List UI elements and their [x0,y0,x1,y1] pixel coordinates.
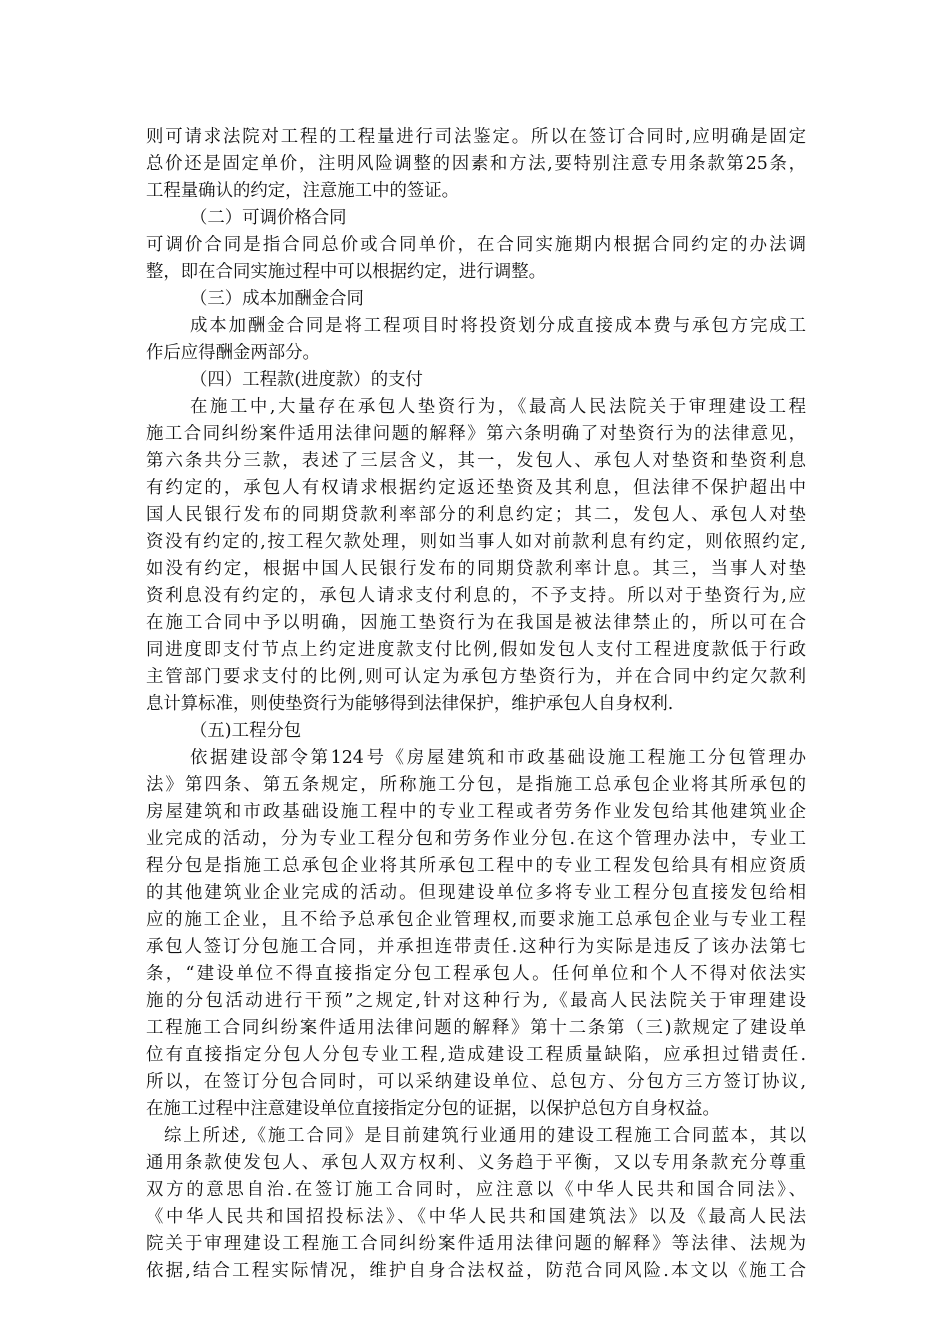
text-line: 依据建设部令第124号《房屋建筑和市政基础设施工程施工分包管理办 [190,748,806,768]
text-line: 通用条款使发包人、承包人双方权利、义务趋于平衡，又以专用条款充分尊重 [146,1153,806,1173]
text-line: 息计算标准，则使垫资行为能够得到法律保护，维护承包人自身权利. [146,694,674,714]
text-line: 有约定的，承包人有权请求根据约定返还垫资及其利息，但法律不保护超出中 [146,478,806,498]
section-cost-plus [146,286,806,367]
text-line: 可调价合同是指合同总价或合同单价，在合同实施期内根据合同约定的办法调 [146,235,806,255]
text-line: 程分包是指施工总承包企业将其所承包工程中的专业工程发包给具有相应资质 [146,856,806,876]
text-line: 在施工合同中予以明确，因施工垫资行为在我国是被法律禁止的，所以可在合 [146,613,806,633]
text-line: 国人民银行发布的同期贷款利率部分的利息约定；其二，发包人、承包人对垫 [146,505,806,525]
text-line: 综上所述,《施工合同》是目前建筑行业通用的建设工程施工合同蓝本，其以 [164,1126,806,1146]
text-line: 承包人签订分包施工合同，并承担连带责任.这种行为实际是违反了该办法第七 [146,937,806,957]
text-line: 如没有约定，根据中国人民银行发布的同期贷款利率计息。其三，当事人对垫 [146,559,806,579]
text-line: 资没有约定的,按工程欠款处理，则如当事人如对前款利息有约定，则依照约定, [146,532,806,552]
text-line: 院关于审理建设工程施工合同纠纷案件适用法律问题的解释》等法律、法规为 [146,1234,806,1254]
text-line: 《中华人民共和国招投标法》、《中华人民共和国建筑法》以及《最高人民法 [146,1207,806,1227]
text-line: 的其他建筑业企业完成的活动。但现建设单位多将专业工程分包直接发包给相 [146,883,806,903]
conclusion-paragraph [146,1123,806,1285]
text-line: 工程施工合同纠纷案件适用法律问题的解释》第十二条第（三)款规定了建设单 [146,1018,806,1038]
text-line: 工程量确认的约定，注意施工中的签证。 [146,181,460,201]
text-line: 条，“建设单位不得直接指定分包工程承包人。任何单位和个人不得对依法实 [146,964,806,984]
section-heading: （三）成本加酬金合同 [190,289,364,309]
text-line: 双方的意思自治.在签订施工合同时，应注意以《中华人民共和国合同法》、 [146,1180,806,1200]
section-heading: （五)工程分包 [190,721,302,741]
section-heading: （二）可调价格合同 [190,208,347,228]
text-line: 整，即在合同实施过程中可以根据约定，进行调整。 [146,262,546,282]
text-line: 在施工过程中注意建设单位直接指定分包的证据，以保护总包方自身权益。 [146,1099,720,1119]
text-line: 施工合同纠纷案件适用法律问题的解释》第六条明确了对垫资行为的法律意见， [146,424,806,444]
text-line: 施的分包活动进行干预”之规定,针对这种行为,《最高人民法院关于审理建设 [146,991,806,1011]
section-adjustable-price [146,205,806,286]
section-progress-payment [146,367,806,718]
text-line: 第六条共分三款，表述了三层含义，其一，发包人、承包人对垫资和垫资利息 [146,451,806,471]
text-line: 资利息没有约定的，承包人请求支付利息的，不予支持。所以对于垫资行为,应 [146,586,806,606]
text-line: 所以，在签订分包合同时，可以采纳建设单位、总包方、分包方三方签订协议, [146,1072,806,1092]
text-line: 位有直接指定分包人分包专业工程,造成建设工程质量缺陷，应承担过错责任. [146,1045,806,1065]
text-line: 业完成的活动，分为专业工程分包和劳务作业分包.在这个管理办法中，专业工 [146,829,806,849]
document-page [146,124,806,1285]
text-line: 应的施工企业，且不给予总承包企业管理权,而要求施工总承包企业与专业工程 [146,910,806,930]
text-line: 总价还是固定单价，注明风险调整的因素和方法,要特别注意专用条款第25条， [146,154,806,174]
intro-paragraph [146,124,806,205]
text-line: 成本加酬金合同是将工程项目时将投资划分成直接成本费与承包方完成工 [190,316,806,336]
section-subcontracting [146,718,806,1123]
section-heading: （四）工程款(进度款）的支付 [190,370,423,390]
text-line: 同进度即支付节点上约定进度款支付比例,假如发包人支付工程进度款低于行政 [146,640,806,660]
text-line: 则可请求法院对工程的工程量进行司法鉴定。所以在签订合同时,应明确是固定 [146,127,806,147]
text-line: 主管部门要求支付的比例,则可认定为承包方垫资行为，并在合同中约定欠款利 [146,667,806,687]
text-line: 依据,结合工程实际情况，维护自身合法权益，防范合同风险.本文以《施工合 [146,1261,806,1281]
text-line: 作后应得酬金两部分。 [146,343,320,363]
text-line: 房屋建筑和市政基础设施工程中的专业工程或者劳务作业发包给其他建筑业企 [146,802,806,822]
text-line: 在施工中,大量存在承包人垫资行为，《最高人民法院关于审理建设工程 [190,397,806,417]
text-line: 法》第四条、第五条规定，所称施工分包，是指施工总承包企业将其所承包的 [146,775,806,795]
